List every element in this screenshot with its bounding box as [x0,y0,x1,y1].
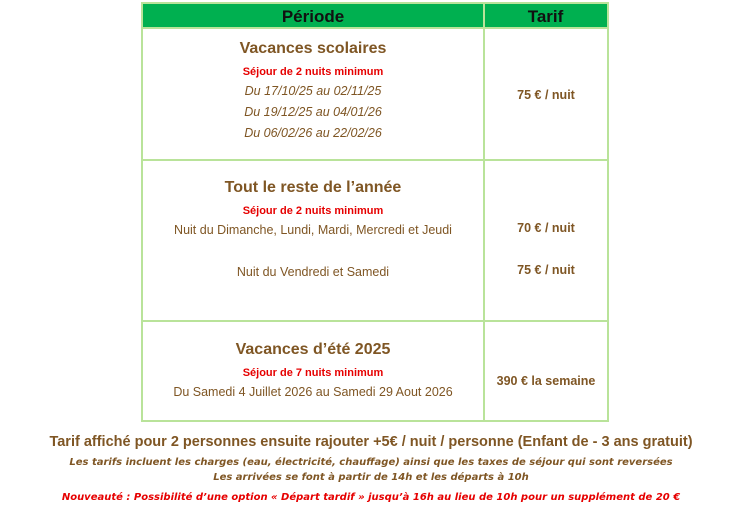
table-row-periode-2 [143,161,483,320]
price: 75 € / nuit [517,88,575,102]
price: 390 € la semaine [496,374,596,388]
tariff-table [141,2,609,422]
table-row-periode-1 [143,29,483,159]
row-title: Vacances d’été 2025 [235,341,391,358]
row-date: Du 06/02/26 au 22/02/26 [244,126,382,140]
header-periode: Période [281,7,345,26]
table-header [143,4,607,29]
row-date: Du 19/12/25 au 04/01/26 [244,105,382,119]
table-row-tarif-1 [485,29,607,159]
row-title: Tout le reste de l’année [224,179,402,196]
footer-late-departure-note: Nouveauté : Possibilité d’une option « Départ tardif » jusqu’à 16h au lieu de 10h pour un supplément de 20 € [61,492,681,503]
row-minimum: Séjour de 7 nuits minimum [242,367,384,379]
footer-arrival-note: Les arrivées se font à partir de 14h et les départs à 10h [213,472,529,483]
row-date: Du 17/10/25 au 02/11/25 [244,84,382,98]
row-text: Nuit du Vendredi et Samedi [236,265,390,279]
footer-tarif-note: Tarif affiché pour 2 personnes ensuite rajouter +5€ / nuit / personne (Enfant de - 3 ans gratuit) [49,434,693,450]
row-title: Vacances scolaires [239,40,387,57]
row-text: Nuit du Dimanche, Lundi, Mardi, Mercredi et Jeudi [174,223,452,237]
row-text: Du Samedi 4 Juillet 2026 au Samedi 29 Aout 2026 [173,385,453,399]
table-row-periode-3 [143,322,483,420]
table-row-tarif-2 [485,161,607,320]
row-minimum: Séjour de 2 nuits minimum [242,205,384,217]
row-minimum: Séjour de 2 nuits minimum [242,66,384,78]
header-tarif: Tarif [527,7,564,26]
footer-charges-note: Les tarifs incluent les charges (eau, électricité, chauffage) ainsi que les taxes de séjour qui sont reversées [69,457,673,468]
price: 70 € / nuit [517,221,575,235]
table-row-tarif-3 [485,322,607,420]
price: 75 € / nuit [517,263,575,277]
